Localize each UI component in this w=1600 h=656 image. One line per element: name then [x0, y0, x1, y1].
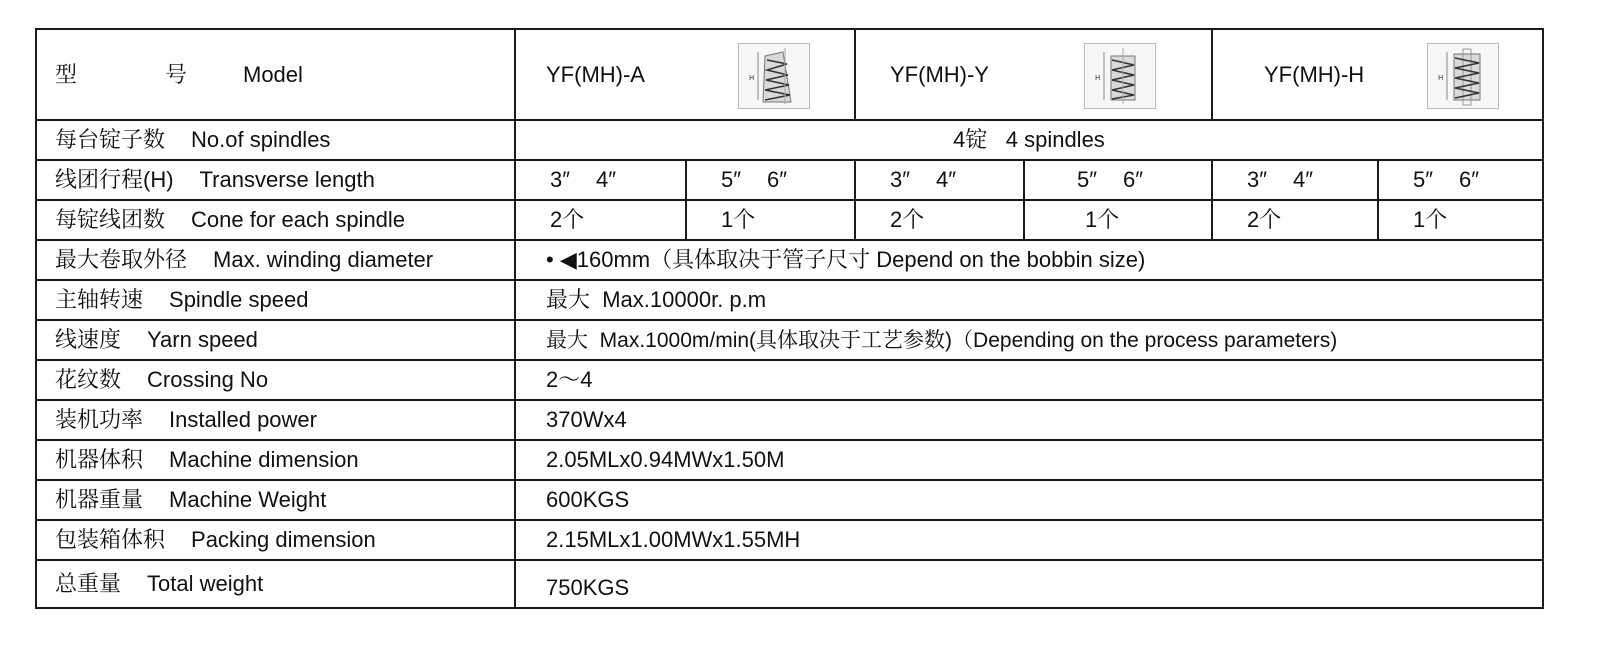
row-label-dimension: [36, 440, 515, 480]
label-en: Max. winding diameter: [213, 247, 434, 272]
label-cn: 每锭线团数: [55, 207, 166, 232]
label-en: Packing dimension: [191, 527, 376, 552]
row-label-yarn-speed: [36, 320, 515, 360]
table-row-power: [36, 400, 1543, 440]
cones-value: 1个: [686, 200, 855, 240]
row-label-diameter: [36, 240, 515, 280]
label-cn: 主轴转速: [55, 287, 144, 312]
table-row-transverse: [36, 160, 1543, 200]
transverse-value: 3″ 4″: [515, 160, 686, 200]
svg-text:H: H: [749, 74, 755, 82]
model-name: YF(MH)-Y: [890, 61, 989, 87]
transverse-value: 5″ 6″: [686, 160, 855, 200]
spec-table: [35, 28, 1544, 609]
label-cn: 装机功率: [55, 407, 144, 432]
label-en: Installed power: [169, 407, 317, 432]
table-row-yarn-speed: [36, 320, 1543, 360]
model-cell-a: [515, 29, 855, 120]
svg-text:H: H: [1095, 74, 1101, 82]
transverse-value: 5″ 6″: [1378, 160, 1543, 200]
label-en: Spindle speed: [169, 287, 309, 312]
label-en: Total weight: [147, 571, 264, 596]
model-cell-h: [1212, 29, 1543, 120]
cone-thumbnail-image: [738, 43, 810, 109]
value-total: 750KGS: [515, 560, 1543, 608]
value-diameter: • ◀160mm（具体取决于管子尺寸 Depend on the bobbin size): [515, 240, 1543, 280]
cones-value: 2个: [515, 200, 686, 240]
table-row-spindles: [36, 120, 1543, 160]
row-label-transverse: [36, 160, 515, 200]
table-row-diameter: [36, 240, 1543, 280]
row-label-crossing: [36, 360, 515, 400]
row-label-power: [36, 400, 515, 440]
row-label-spindles: [36, 120, 515, 160]
row-label-spindle-speed: [36, 280, 515, 320]
label-en: Machine Weight: [169, 487, 327, 512]
row-label-total: [36, 560, 515, 608]
table-row-crossing: [36, 360, 1543, 400]
model-name: YF(MH)-A: [546, 61, 645, 87]
svg-text:H: H: [1438, 74, 1444, 82]
label-cn: 每台锭子数: [55, 127, 166, 152]
label-cn: 线速度: [55, 327, 122, 352]
label-en: Cone for each spindle: [191, 207, 406, 232]
value-spindle-speed: 最大 Max.10000r. p.m: [515, 280, 1543, 320]
value-crossing: 2～4: [515, 360, 1543, 400]
value-spindles: 4锭 4 spindles: [515, 120, 1543, 160]
row-label-model: [36, 29, 515, 120]
label-cn: 总重量: [55, 571, 122, 596]
cones-value: 2个: [1212, 200, 1378, 240]
label-en: No.of spindles: [191, 127, 331, 152]
label-cn: 线团行程(H): [55, 167, 174, 192]
label-cn: 花纹数: [55, 367, 122, 392]
value-power: 370Wx4: [515, 400, 1543, 440]
table-row-cones: [36, 200, 1543, 240]
cones-value: 1个: [1378, 200, 1543, 240]
label-en-model: Model: [243, 61, 303, 87]
transverse-value: 5″ 6″: [1024, 160, 1212, 200]
row-label-packing: [36, 520, 515, 560]
cone-thumbnail-image: [1084, 43, 1156, 109]
label-cn: 包装箱体积: [55, 527, 166, 552]
row-label-weight: [36, 480, 515, 520]
cone-thumbnail-image: [1427, 43, 1499, 109]
label-en: Crossing No: [147, 367, 269, 392]
label-cn-model-a: 型: [55, 61, 78, 87]
label-en: Yarn speed: [147, 327, 258, 352]
table-row-total: [36, 560, 1543, 608]
table-row-packing: [36, 520, 1543, 560]
model-cell-y: [855, 29, 1212, 120]
label-en: Transverse length: [199, 167, 375, 192]
label-cn: 机器体积: [55, 447, 144, 472]
table-row-spindle-speed: [36, 280, 1543, 320]
table-row-dimension: [36, 440, 1543, 480]
value-dimension: 2.05MLx0.94MWx1.50M: [515, 440, 1543, 480]
label-cn-model-b: 号: [165, 61, 188, 87]
transverse-value: 3″ 4″: [855, 160, 1024, 200]
value-weight: 600KGS: [515, 480, 1543, 520]
cones-value: 1个: [1024, 200, 1212, 240]
label-en: Machine dimension: [169, 447, 359, 472]
value-packing: 2.15MLx1.00MWx1.55MH: [515, 520, 1543, 560]
label-cn: 机器重量: [55, 487, 144, 512]
table-row-model: [36, 29, 1543, 120]
label-cn: 最大卷取外径: [55, 247, 188, 272]
row-label-cones: [36, 200, 515, 240]
cones-value: 2个: [855, 200, 1024, 240]
value-yarn-speed: 最大 Max.1000m/min(具体取决于工艺参数)（Depending on the process parameters): [515, 320, 1543, 360]
table-row-weight: [36, 480, 1543, 520]
model-name: YF(MH)-H: [1264, 61, 1365, 87]
transverse-value: 3″ 4″: [1212, 160, 1378, 200]
